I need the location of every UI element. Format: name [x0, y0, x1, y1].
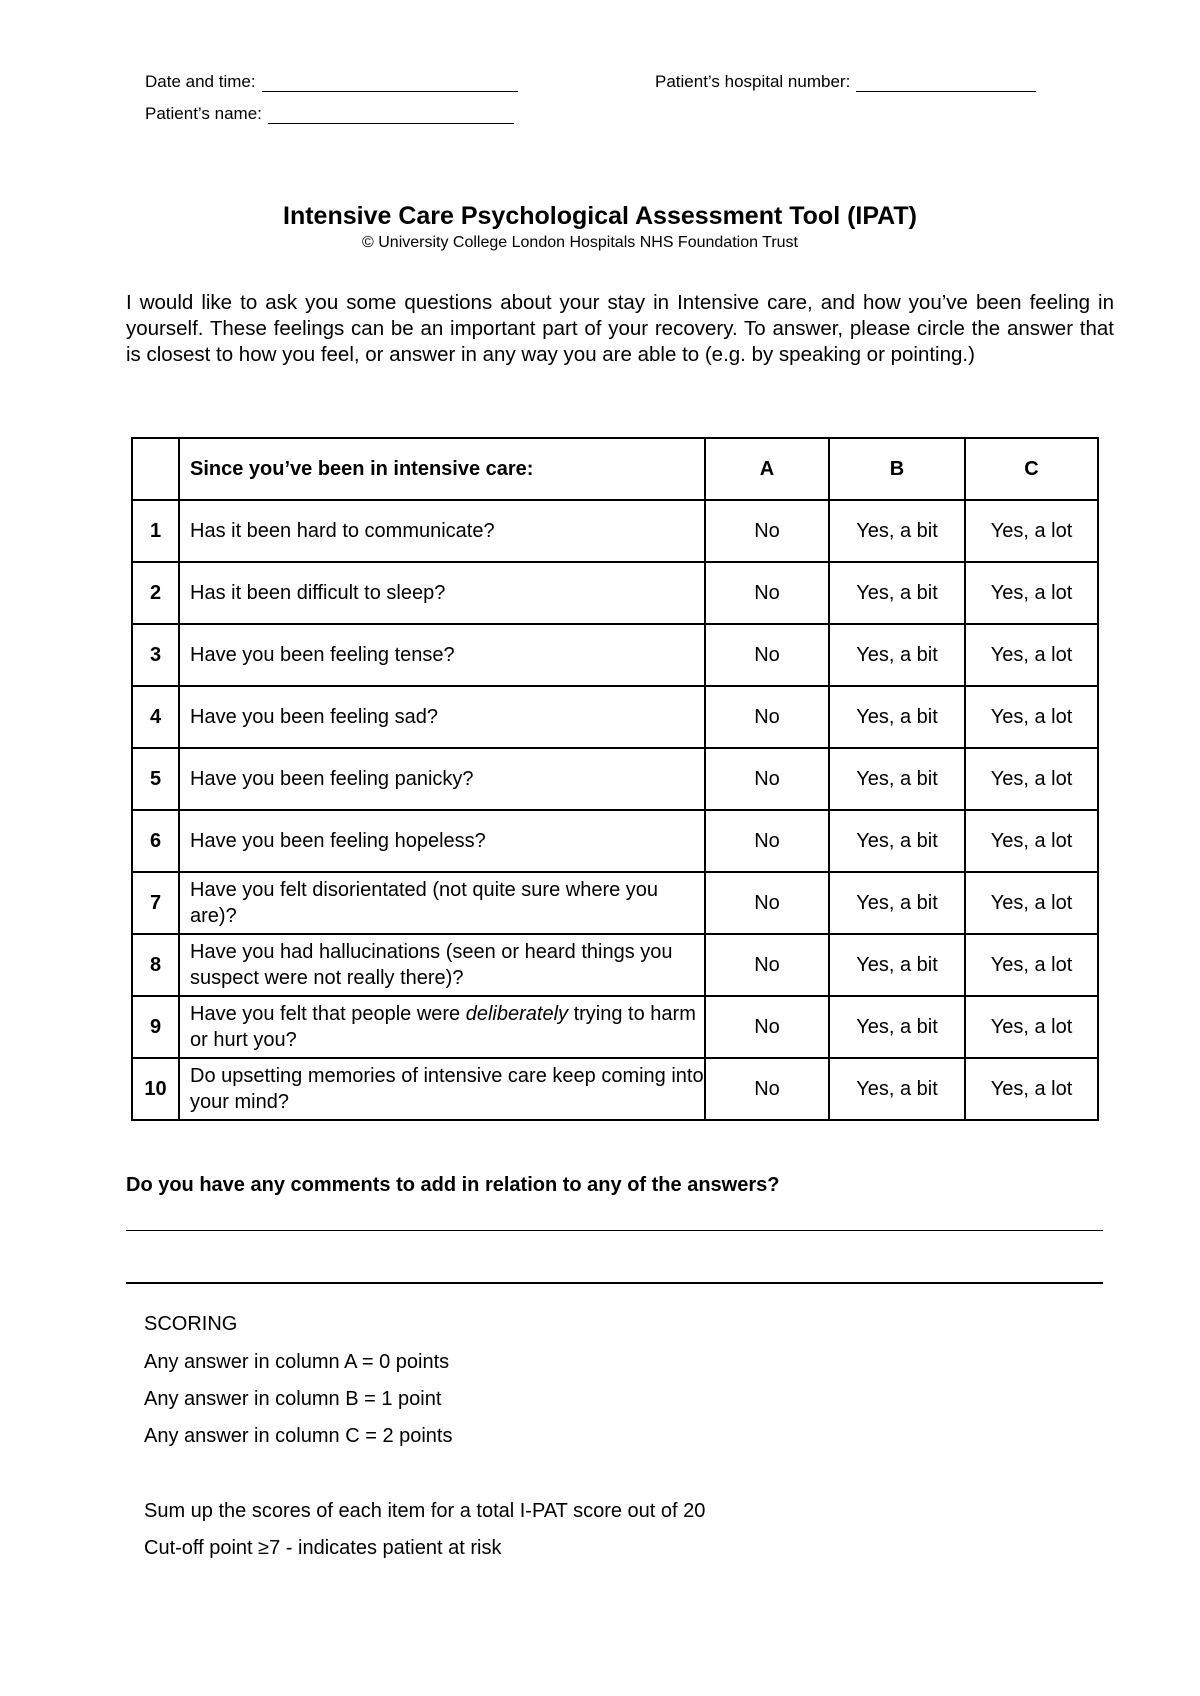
table-row	[132, 810, 1098, 872]
question-text-emphasis: deliberately	[465, 1003, 569, 1025]
answer-c[interactable]: Yes, a lot	[965, 872, 1098, 934]
date-time-field	[145, 72, 518, 92]
question-text	[179, 996, 705, 1058]
table-row	[132, 996, 1098, 1058]
table-row	[132, 624, 1098, 686]
question-text: Have you been feeling tense?	[179, 624, 705, 686]
scoring-cutoff: Cut-off point ≥7 - indicates patient at risk	[144, 1537, 502, 1559]
answer-c[interactable]: Yes, a lot	[965, 934, 1098, 996]
answer-b[interactable]: Yes, a bit	[829, 500, 965, 562]
header-num-cell	[132, 438, 179, 500]
header-question-cell: Since you’ve been in intensive care:	[179, 438, 705, 500]
answer-a[interactable]: No	[705, 996, 829, 1058]
table-row	[132, 872, 1098, 934]
answer-a[interactable]: No	[705, 872, 829, 934]
answer-c[interactable]: Yes, a lot	[965, 810, 1098, 872]
row-number: 7	[132, 872, 179, 934]
answer-a[interactable]: No	[705, 624, 829, 686]
table-row	[132, 562, 1098, 624]
answer-c[interactable]: Yes, a lot	[965, 562, 1098, 624]
answer-a[interactable]: No	[705, 748, 829, 810]
question-text: Have you felt disorientated (not quite sure where you are)?	[179, 872, 705, 934]
table-row	[132, 1058, 1098, 1120]
comment-line[interactable]	[126, 1282, 1103, 1284]
answer-c[interactable]: Yes, a lot	[965, 996, 1098, 1058]
date-time-blank[interactable]	[262, 75, 518, 92]
answer-a[interactable]: No	[705, 1058, 829, 1120]
patient-name-field	[145, 104, 514, 124]
question-text: Do upsetting memories of intensive care keep coming into your mind?	[179, 1058, 705, 1120]
answer-a[interactable]: No	[705, 934, 829, 996]
answer-c[interactable]: Yes, a lot	[965, 624, 1098, 686]
header-column-b: B	[829, 438, 965, 500]
table-row	[132, 686, 1098, 748]
header-column-a: A	[705, 438, 829, 500]
document-title: Intensive Care Psychological Assessment Tool (IPAT)	[283, 202, 917, 230]
row-number: 8	[132, 934, 179, 996]
row-number: 4	[132, 686, 179, 748]
row-number: 6	[132, 810, 179, 872]
hospital-number-field	[655, 72, 1036, 92]
hospital-number-label: Patient’s hospital number:	[655, 72, 851, 91]
patient-name-blank[interactable]	[268, 107, 514, 124]
question-text: Have you been feeling hopeless?	[179, 810, 705, 872]
question-table	[131, 437, 1099, 1121]
answer-b[interactable]: Yes, a bit	[829, 624, 965, 686]
answer-c[interactable]: Yes, a lot	[965, 500, 1098, 562]
question-text: Have you been feeling sad?	[179, 686, 705, 748]
scoring-column-b: Any answer in column B = 1 point	[144, 1388, 442, 1410]
scoring-column-c: Any answer in column C = 2 points	[144, 1425, 453, 1447]
answer-b[interactable]: Yes, a bit	[829, 562, 965, 624]
row-number: 5	[132, 748, 179, 810]
copyright-notice: © University College London Hospitals NHS Foundation Trust	[362, 234, 798, 251]
question-text: Has it been hard to communicate?	[179, 500, 705, 562]
comment-line[interactable]	[126, 1230, 1103, 1231]
date-time-label: Date and time:	[145, 72, 256, 91]
row-number: 9	[132, 996, 179, 1058]
answer-c[interactable]: Yes, a lot	[965, 748, 1098, 810]
row-number: 3	[132, 624, 179, 686]
answer-b[interactable]: Yes, a bit	[829, 748, 965, 810]
scoring-sum: Sum up the scores of each item for a total I-PAT score out of 20	[144, 1500, 706, 1522]
table-row	[132, 500, 1098, 562]
table-row	[132, 748, 1098, 810]
question-text-before: Have you felt that people were	[190, 1003, 466, 1025]
intro-paragraph: I would like to ask you some questions about your stay in Intensive care, and how you’ve been feeling in yourself. These feelings can be an important part of your recovery. To answer, please circle the answer that is closest to how you feel, or answer in any way you are able to (e.g. by speaking or pointing.)	[126, 291, 1114, 366]
question-text: Have you been feeling panicky?	[179, 748, 705, 810]
answer-a[interactable]: No	[705, 810, 829, 872]
answer-b[interactable]: Yes, a bit	[829, 810, 965, 872]
header-column-c: C	[965, 438, 1098, 500]
table-header-row	[132, 438, 1098, 500]
table-row	[132, 934, 1098, 996]
hospital-number-blank[interactable]	[856, 75, 1036, 92]
answer-b[interactable]: Yes, a bit	[829, 686, 965, 748]
answer-a[interactable]: No	[705, 500, 829, 562]
scoring-heading: SCORING	[144, 1313, 238, 1335]
answer-a[interactable]: No	[705, 686, 829, 748]
answer-c[interactable]: Yes, a lot	[965, 686, 1098, 748]
answer-b[interactable]: Yes, a bit	[829, 934, 965, 996]
question-text-after: trying to harm or hurt you?	[190, 1003, 696, 1051]
question-text: Has it been difficult to sleep?	[179, 562, 705, 624]
row-number: 2	[132, 562, 179, 624]
question-text: Have you had hallucinations (seen or heard things you suspect were not really there)?	[179, 934, 705, 996]
scoring-column-a: Any answer in column A = 0 points	[144, 1351, 450, 1373]
answer-c[interactable]: Yes, a lot	[965, 1058, 1098, 1120]
answer-b[interactable]: Yes, a bit	[829, 1058, 965, 1120]
answer-a[interactable]: No	[705, 562, 829, 624]
row-number: 10	[132, 1058, 179, 1120]
patient-name-label: Patient’s name:	[145, 104, 262, 123]
answer-b[interactable]: Yes, a bit	[829, 996, 965, 1058]
answer-b[interactable]: Yes, a bit	[829, 872, 965, 934]
comments-heading: Do you have any comments to add in relation to any of the answers?	[126, 1174, 780, 1196]
row-number: 1	[132, 500, 179, 562]
